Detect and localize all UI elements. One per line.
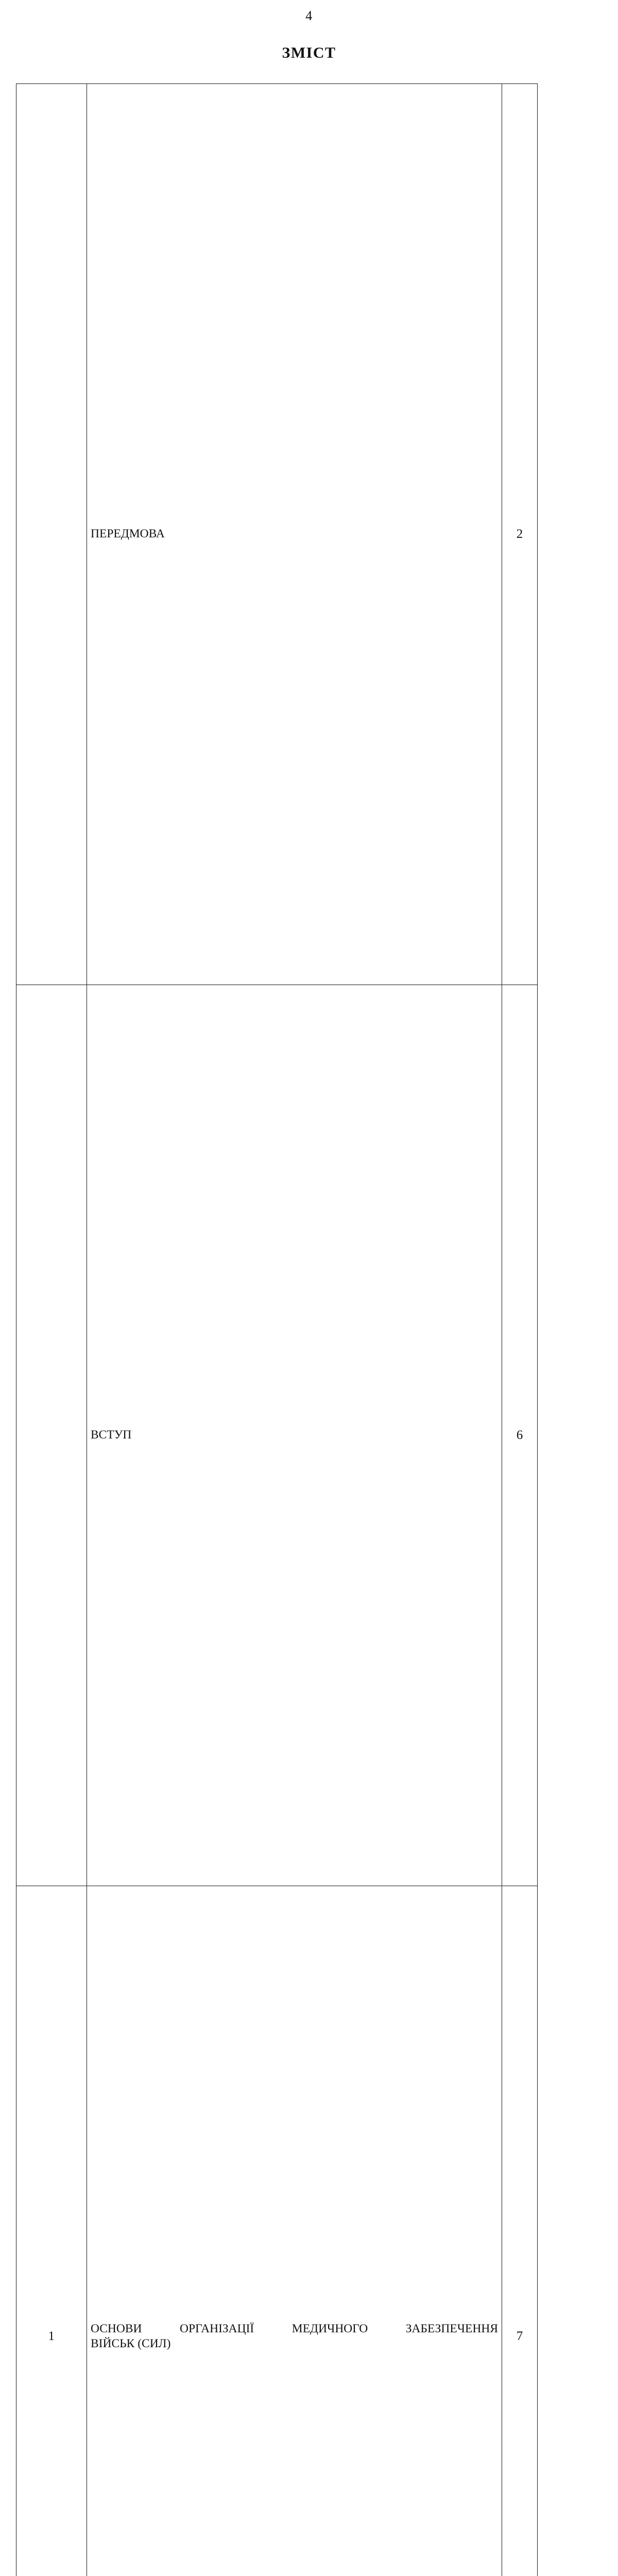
toc-entry-title-line: ВІЙСЬК (СИЛ) xyxy=(91,2336,498,2351)
toc-entry-title xyxy=(87,84,502,985)
toc-entry-title xyxy=(87,985,502,1886)
table-row xyxy=(16,1886,538,2576)
toc-table xyxy=(16,83,538,2576)
toc-page-number: 2 xyxy=(502,84,538,985)
table-of-contents xyxy=(0,83,618,2576)
toc-page-number: 7 xyxy=(502,1886,538,2576)
toc-section-number xyxy=(16,84,87,985)
page-title: ЗМІСТ xyxy=(0,44,618,62)
table-row xyxy=(16,84,538,985)
toc-entry-title-line: ВСТУП xyxy=(91,1428,498,1443)
toc-entry-title-line: ОСНОВИ ОРГАНІЗАЦІЇ МЕДИЧНОГО ЗАБЕЗПЕЧЕННЯ xyxy=(91,2321,498,2336)
toc-section-number xyxy=(16,985,87,1886)
toc-section-number: 1 xyxy=(16,1886,87,2576)
toc-entry-title-line: ПЕРЕДМОВА xyxy=(91,527,498,541)
document-page xyxy=(0,0,618,901)
toc-page-number: 6 xyxy=(502,985,538,1886)
toc-entry-title xyxy=(87,1886,502,2576)
toc-table-body xyxy=(16,84,538,2576)
page-folio-number: 4 xyxy=(0,0,618,23)
table-row xyxy=(16,985,538,1886)
